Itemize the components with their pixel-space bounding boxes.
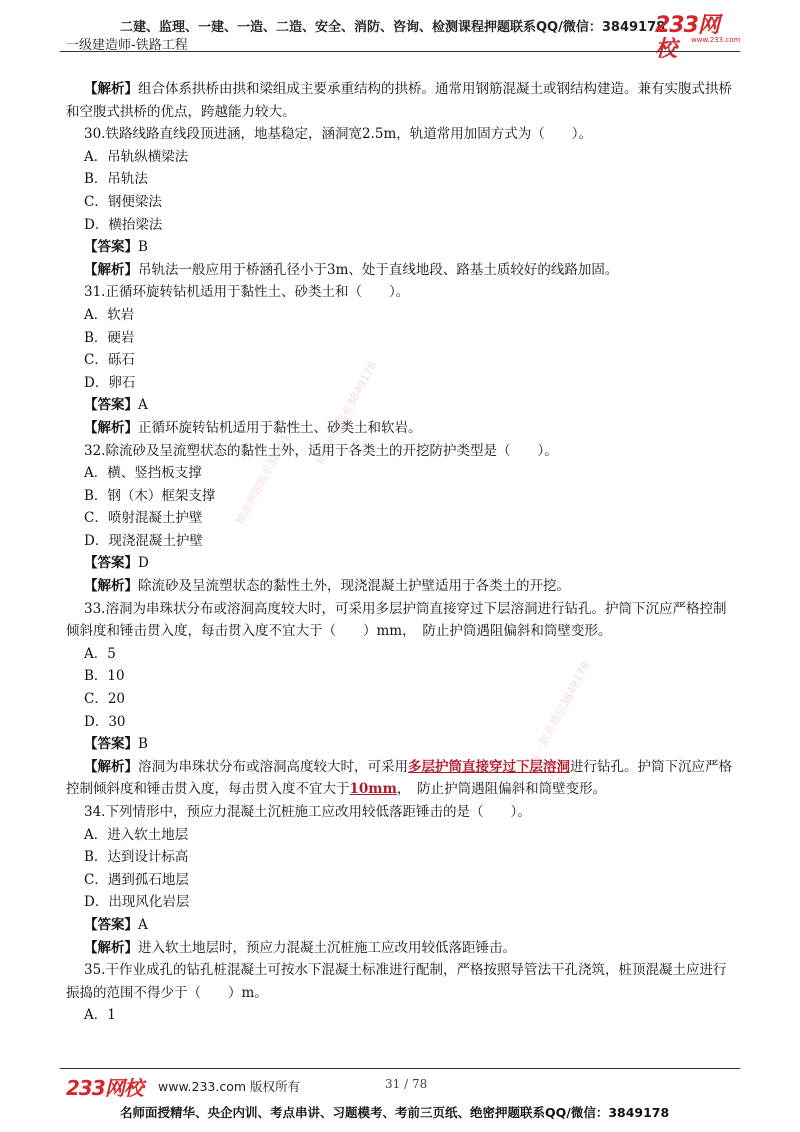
watermark: 精准押题联系3849178 [313, 359, 380, 468]
analysis-text: 溶洞为串珠状分布或溶洞高度较大时，可采用 [138, 758, 408, 775]
analysis-label: 【解析】 [84, 81, 138, 97]
highlighted-key-phrase: 多层护筒直接穿过下层溶洞 [408, 758, 570, 775]
analysis-text: 除流砂及呈流塑状态的黏性土外，现浇混凝土护壁适用于各类土的开挖。 [138, 578, 570, 595]
analysis-label: 【解析】 [84, 578, 138, 595]
answer-line [66, 733, 738, 756]
logo-url: www.233.com [691, 36, 741, 44]
question-option: B．吊轨法 [84, 171, 148, 188]
answer-value: D [138, 555, 149, 572]
analysis-line [66, 417, 738, 440]
analysis-line [66, 259, 738, 282]
question-option: B．10 [84, 668, 125, 685]
analysis-text: 进入软土地层时，预应力混凝土沉桩施工应改用较低落距锤击。 [138, 939, 516, 956]
document-body [66, 78, 738, 1027]
question-option: D．横抬梁法 [84, 216, 163, 233]
question-stem: 30.铁路线路直线段顶进涵，地基稳定，涵洞宽2.5m，轨道常用加固方式为（ ）。 [84, 126, 592, 143]
answer-label: 【答案】 [84, 397, 138, 414]
question-option: B．硬岩 [84, 329, 135, 346]
analysis-text: 进行钻孔。护筒下沉应严格控制倾斜度和锤击贯入度，每击贯入度不宜大于 [66, 758, 732, 798]
answer-value: A [138, 916, 148, 933]
answer-line [66, 236, 738, 259]
page-number: 31 / 78 [385, 1077, 428, 1091]
footer-divider [60, 1068, 740, 1069]
answer-value: B [138, 239, 148, 256]
header-contact-line: 二建、监理、一建、一造、二造、安全、消防、咨询、检测课程押题联系QQ/微信：3849178 [120, 20, 666, 35]
analysis-line [66, 575, 738, 598]
question-stem: 32.除流砂及呈流塑状态的黏性土外，适用于各类土的开挖防护类型是（ ）。 [84, 442, 558, 459]
question-option: A．1 [84, 1007, 116, 1024]
analysis-text: 吊轨法一般应用于桥涵孔径小于3m、处于直线地段、路基土质较好的线路加固。 [138, 261, 619, 278]
answer-label: 【答案】 [84, 916, 138, 933]
question-stem: 34.下列情形中，预应力混凝土沉桩施工应改用较低落距锤击的是（ ）。 [84, 804, 531, 820]
question-option: A．横、竖挡板支撑 [84, 465, 202, 482]
footer-copyright: www.233.com 版权所有 [158, 1079, 300, 1094]
question-option: A．吊轨纵横梁法 [84, 148, 189, 165]
analysis-label: 【解析】 [84, 261, 138, 278]
analysis-label: 【解析】 [84, 939, 138, 956]
answer-label: 【答案】 [84, 239, 138, 256]
answer-line [66, 552, 738, 575]
answer-value: B [138, 736, 148, 753]
analysis-text: 组合体系拱桥由拱和梁组成主要承重结构的拱桥。通常用钢筋混凝土或钢结构建造。兼有实腹式拱桥和空腹式拱桥的优点，跨越能力较大。 [66, 81, 732, 120]
question-stem: 33.溶洞为串珠状分布或溶洞高度较大时，可采用多层护筒直接穿过下层溶洞进行钻孔。护筒下沉应严格控制倾斜度和锤击贯入度，每击贯入度不宜大于（ ）mm， 防止护筒遇阻偏斜和筒壁变形。 [66, 600, 727, 640]
analysis-label: 【解析】 [84, 758, 138, 775]
intro-analysis [66, 78, 738, 123]
question-option: D．卵石 [84, 374, 136, 391]
watermark: 押题一联系微信3849178 [521, 659, 593, 778]
answer-value: A [138, 397, 148, 414]
brand-logo [655, 13, 741, 62]
question-option: C．钢便梁法 [84, 193, 162, 210]
question-option: A．软岩 [84, 306, 135, 323]
question-option: C．遇到孤石地层 [84, 871, 189, 888]
footer-contact-line: 名师面授精华、央企内训、考点串讲、习题模考、考前三页纸、绝密押题联系QQ/微信：3849178 [120, 1105, 670, 1120]
question-option: C．喷射混凝土护壁 [84, 510, 203, 527]
question-option: D．30 [84, 713, 126, 730]
answer-label: 【答案】 [84, 736, 138, 753]
question-option: B．钢（木）框架支撑 [84, 487, 216, 504]
document-subtitle: 一级建造师-铁路工程 [66, 38, 188, 53]
footer-logo: 233网校 [66, 1076, 143, 1100]
answer-line [66, 914, 738, 937]
answer-line [66, 394, 738, 417]
analysis-label: 【解析】 [84, 419, 138, 436]
question-option: A．进入软土地层 [84, 826, 189, 843]
watermark: 精准押题联系3849178 [233, 419, 300, 528]
question-option: A．5 [84, 645, 116, 662]
analysis-line [66, 756, 738, 801]
question-option: C．砾石 [84, 352, 135, 369]
analysis-text: ， 防止护筒遇阻偏斜和筒壁变形。 [396, 781, 607, 798]
question-option: D．出现风化岩层 [84, 894, 190, 911]
logo-text: 233网校 [655, 13, 719, 62]
question-option: B．达到设计标高 [84, 849, 189, 866]
answer-label: 【答案】 [84, 555, 138, 572]
question-stem: 35.干作业成孔的钻孔桩混凝土可按水下混凝土标准进行配制，严格按照导管法干孔浇筑，桩顶混凝土应进行振捣的范围不得少于（ ）m。 [66, 962, 727, 1001]
highlighted-key-value: 10mm [349, 781, 397, 798]
question-option: D．现浇混凝土护壁 [84, 532, 203, 549]
analysis-text: 正循环旋转钻机适用于黏性土、砂类土和软岩。 [138, 419, 422, 436]
question-option: C．20 [84, 691, 126, 708]
question-stem: 31.正循环旋转钻机适用于黏性土、砂类土和（ ）。 [84, 284, 410, 301]
analysis-line [66, 937, 738, 960]
header-divider [60, 51, 740, 52]
